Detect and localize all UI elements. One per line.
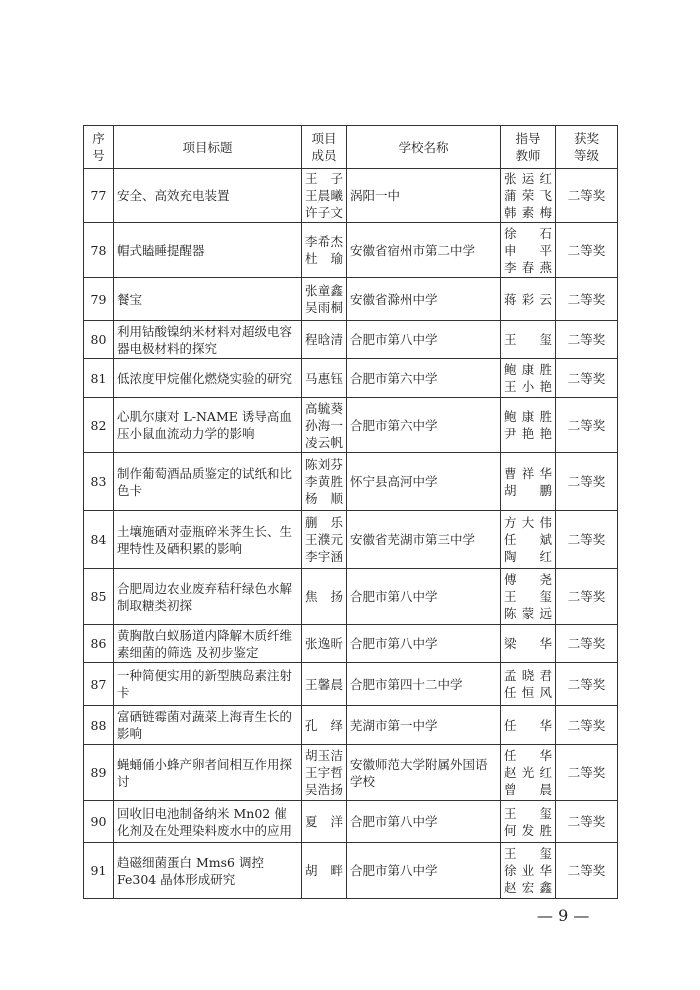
project-members: 程晗清 [302,321,347,359]
project-members: 张逸昕 [302,625,347,663]
advisor-teachers: 方大伟 任 斌 陶 红 [501,511,556,569]
advisor-teachers: 任 华 赵光红 曾 晨 [501,745,556,801]
header-members: 项目 成员 [302,126,347,169]
project-title: 安全、高效充电装置 [114,169,302,223]
header-title: 项目标题 [114,126,302,169]
school-name: 合肥市第八中学 [347,843,501,899]
row-number: 87 [84,663,114,706]
project-members: 张童鑫 吴雨桐 [302,278,347,321]
advisor-teachers: 王 玺 何发胜 [501,801,556,843]
school-name: 安徽省宿州市第二中学 [347,223,501,278]
project-title: 趋磁细菌蛋白 Mms6 调控 Fe304 晶体形成研究 [114,843,302,899]
school-name: 芜湖市第一中学 [347,706,501,745]
row-number: 86 [84,625,114,663]
header-award: 获奖 等级 [556,126,618,169]
project-members: 李希杰 杜 瑜 [302,223,347,278]
table-row [84,398,618,453]
header-teachers: 指导 教师 [501,126,556,169]
award-level: 二等奖 [556,843,618,899]
advisor-teachers: 王 玺 [501,321,556,359]
project-title: 回收旧电池制备纳米 Mn02 催化剂及在处理染料废水中的应用 [114,801,302,843]
school-name: 合肥市第八中学 [347,569,501,625]
award-level: 二等奖 [556,398,618,453]
school-name: 合肥市第八中学 [347,321,501,359]
project-title: 合肥周边农业废弃秸秆绿色水解制取糖类初探 [114,569,302,625]
advisor-teachers: 蒋彩云 [501,278,556,321]
school-name: 怀宁县高河中学 [347,453,501,511]
row-number: 85 [84,569,114,625]
advisor-teachers: 王 玺 徐业华 赵宏鑫 [501,843,556,899]
table-row [84,223,618,278]
project-title: 蝇蛹俑小蜂产卵者间相互作用探讨 [114,745,302,801]
project-title: 制作葡萄酒品质鉴定的试纸和比色卡 [114,453,302,511]
table-row [84,569,618,625]
award-level: 二等奖 [556,569,618,625]
table-row [84,663,618,706]
project-title: 低浓度甲烷催化燃烧实验的研究 [114,359,302,398]
row-number: 79 [84,278,114,321]
project-title: 帽式瞌睡提醒器 [114,223,302,278]
row-number: 77 [84,169,114,223]
award-level: 二等奖 [556,706,618,745]
advisor-teachers: 鲍康胜 尹艳艳 [501,398,556,453]
project-members: 马惠钰 [302,359,347,398]
advisor-teachers: 曹祥华 胡 鹏 [501,453,556,511]
row-number: 81 [84,359,114,398]
award-level: 二等奖 [556,278,618,321]
project-members: 陈刘芬 李黄胜 杨 顺 [302,453,347,511]
school-name: 合肥市第八中学 [347,801,501,843]
project-title: 利用钴酸镍纳米材料对超级电容器电极材料的探究 [114,321,302,359]
table-row [84,453,618,511]
project-members: 胡 畔 [302,843,347,899]
award-level: 二等奖 [556,359,618,398]
table-row [84,169,618,223]
school-name: 安徽师范大学附属外国语学校 [347,745,501,801]
award-level: 二等奖 [556,801,618,843]
school-name: 合肥市第四十二中学 [347,663,501,706]
table-row [84,843,618,899]
advisor-teachers: 张运红 蒲荣飞 韩素梅 [501,169,556,223]
header-no: 序号 [84,126,114,169]
award-level: 二等奖 [556,453,618,511]
row-number: 84 [84,511,114,569]
project-members: 高毓葵 孙海一 凌云帆 [302,398,347,453]
project-members: 焦 扬 [302,569,347,625]
header-school: 学校名称 [347,126,501,169]
project-members: 孔 绎 [302,706,347,745]
advisor-teachers: 鲍康胜 王小艳 [501,359,556,398]
table-row [84,511,618,569]
advisor-teachers: 孟晓君 任恒风 [501,663,556,706]
award-level: 二等奖 [556,745,618,801]
project-title: 心肌尔康对 L-NAME 诱导高血压小鼠血流动力学的影响 [114,398,302,453]
row-number: 89 [84,745,114,801]
table-row [84,321,618,359]
project-title: 一种简便实用的新型胰岛素注射卡 [114,663,302,706]
row-number: 83 [84,453,114,511]
school-name: 安徽省滁州中学 [347,278,501,321]
project-members: 胡玉洁 王宇哲 吴浩扬 [302,745,347,801]
project-title: 富硒链霉菌对蔬菜上海青生长的影响 [114,706,302,745]
school-name: 合肥市第六中学 [347,398,501,453]
award-level: 二等奖 [556,663,618,706]
row-number: 80 [84,321,114,359]
project-title: 土壤施硒对壶瓶碎米荠生长、生理特性及硒积累的影响 [114,511,302,569]
project-members: 夏 洋 [302,801,347,843]
project-title: 黄胸散白蚁肠道内降解木质纤维素细菌的筛选 及初步鉴定 [114,625,302,663]
awards-table [83,125,618,899]
advisor-teachers: 徐 石 申 平 李春燕 [501,223,556,278]
school-name: 涡阳一中 [347,169,501,223]
award-level: 二等奖 [556,321,618,359]
row-number: 90 [84,801,114,843]
table-row [84,706,618,745]
school-name: 合肥市第八中学 [347,625,501,663]
row-number: 88 [84,706,114,745]
table-row [84,745,618,801]
row-number: 91 [84,843,114,899]
table-row [84,359,618,398]
table-row [84,278,618,321]
advisor-teachers: 梁 华 [501,625,556,663]
page-number: — 9 — [537,906,590,925]
row-number: 78 [84,223,114,278]
project-members: 蒯 乐 王濮元 李宇涵 [302,511,347,569]
table-row [84,625,618,663]
advisor-teachers: 任 华 [501,706,556,745]
project-members: 王馨晨 [302,663,347,706]
table-row [84,801,618,843]
award-level: 二等奖 [556,511,618,569]
school-name: 安徽省芜湖市第三中学 [347,511,501,569]
advisor-teachers: 傅 尧 王 玺 陈蒙远 [501,569,556,625]
project-members: 王 子 王晨曦 许子文 [302,169,347,223]
award-level: 二等奖 [556,625,618,663]
project-title: 餐宝 [114,278,302,321]
table-header-row [84,126,618,169]
row-number: 82 [84,398,114,453]
award-level: 二等奖 [556,223,618,278]
school-name: 合肥市第六中学 [347,359,501,398]
award-level: 二等奖 [556,169,618,223]
